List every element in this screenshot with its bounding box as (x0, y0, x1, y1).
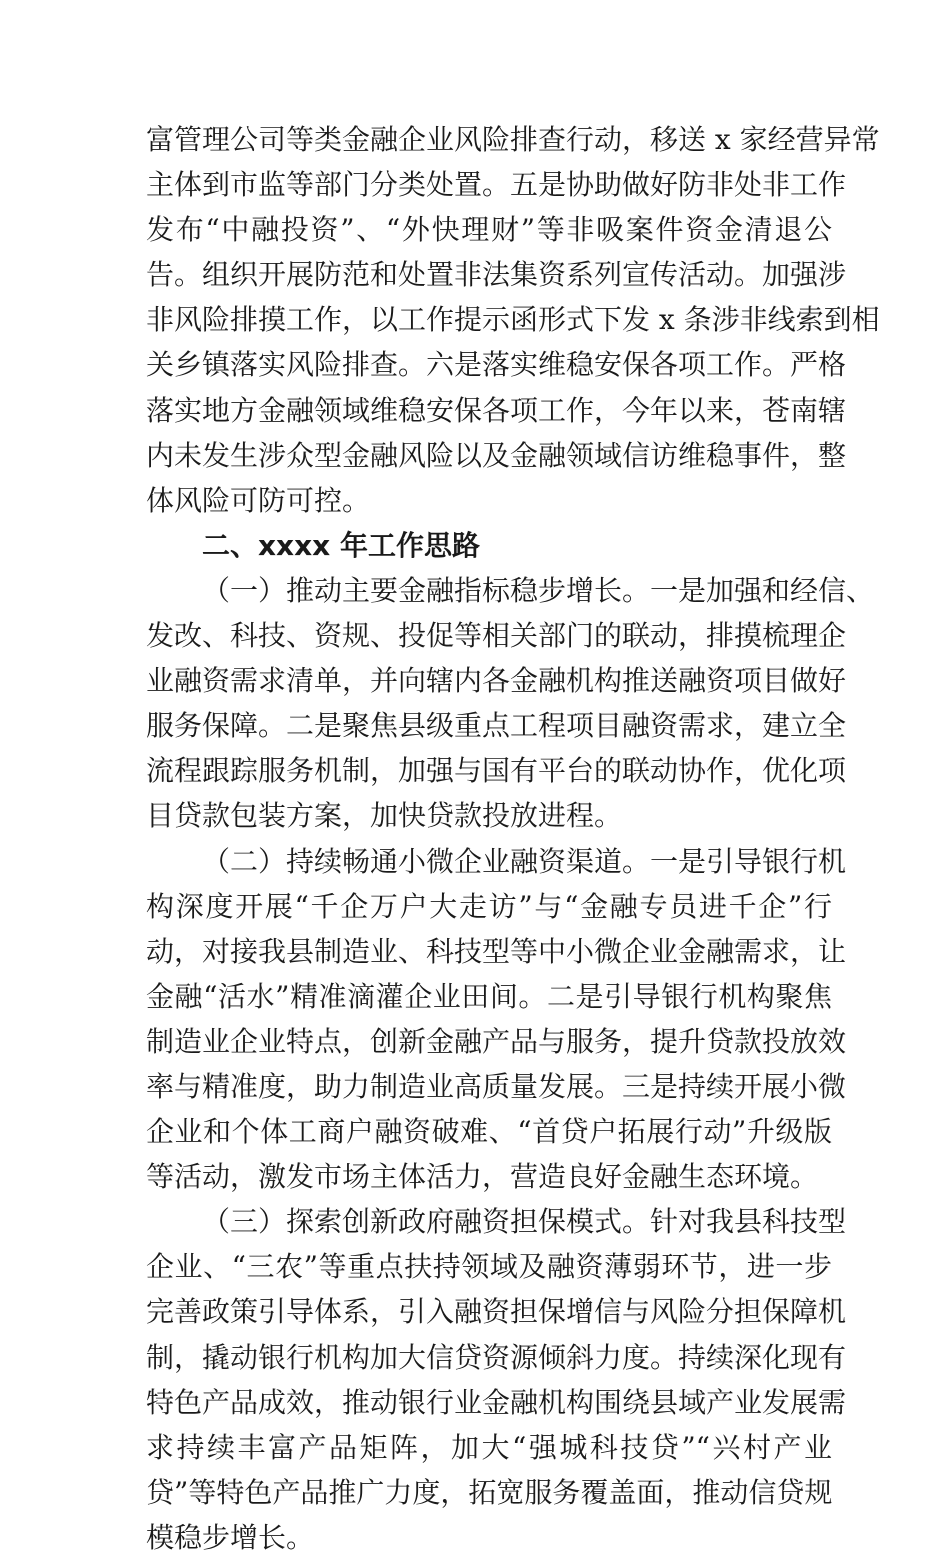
text-line: 金融“活水”精准滴灌企业田间。二是引导银行机构聚焦 (146, 979, 832, 1013)
text-line: 关乡镇落实风险排查。六是落实维稳安保各项工作。严格 (146, 348, 847, 382)
text-line: 企业、“三农”等重点扶持领域及融资薄弱环节，进一步 (146, 1250, 832, 1284)
text-line: （一）推动主要金融指标稳步增长。一是加强和经信、 (202, 573, 875, 607)
text-line: 落实地方金融领域维稳安保各项工作，今年以来，苍南辖 (146, 393, 847, 427)
text-line: 制造业企业特点，创新金融产品与服务，提升贷款投放效 (146, 1024, 847, 1058)
paragraph-2 (146, 839, 847, 1200)
text-line: 告。组织开展防范和处置非法集资系列宣传活动。加强涉 (146, 258, 847, 292)
text-line: 内未发生涉众型金融风险以及金融领域信访维稳事件，整 (146, 438, 847, 472)
text-line: （三）探索创新政府融资担保模式。针对我县科技型 (202, 1205, 847, 1239)
text-line: 业融资需求清单，并向辖内各金融机构推送融资项目做好 (146, 664, 847, 698)
text-line: 模稳步增长。 (146, 1520, 315, 1554)
text-line: 主体到市监等部门分类处置。五是协助做好防非处非工作 (146, 168, 847, 202)
text-line: 构深度开展“千企万户大走访”与“金融专员进千企”行 (146, 889, 832, 923)
text-line: 制，撬动银行机构加大信贷资源倾斜力度。持续深化现有 (146, 1340, 847, 1374)
paragraph-continued (146, 117, 880, 523)
text-line: 体风险可防可控。 (146, 483, 371, 517)
text-line: 完善政策引导体系，引入融资担保增信与风险分担保障机 (146, 1295, 847, 1329)
text-line: 目贷款包装方案，加快贷款投放进程。 (146, 799, 623, 833)
paragraph-1 (146, 568, 875, 839)
text-line: 贷”等特色产品推广力度，拓宽服务覆盖面，推动信贷规 (146, 1475, 833, 1509)
text-line: （二）持续畅通小微企业融资渠道。一是引导银行机 (202, 844, 847, 878)
paragraph-3 (146, 1199, 847, 1560)
text-line: 特色产品成效，推动银行业金融机构围绕县域产业发展需 (146, 1385, 847, 1419)
text-line: 富管理公司等类金融企业风险排查行动，移送 x 家经营异常 (146, 123, 880, 156)
text-line: 发布“中融投资”、“外快理财”等非吸案件资金清退公 (146, 213, 832, 247)
text-line: 流程跟踪服务机制，加强与国有平台的联动协作，优化项 (146, 754, 847, 788)
text-line: 非风险排摸工作，以工作提示函形式下发 x 条涉非线索到相 (146, 303, 880, 337)
text-line: 发改、科技、资规、投促等相关部门的联动，排摸梳理企 (146, 619, 847, 653)
text-line: 求持续丰富产品矩阵，加大“强城科技贷”“兴村产业 (146, 1430, 832, 1464)
text-line: 动，对接我县制造业、科技型等中小微企业金融需求，让 (146, 934, 847, 968)
text-line: 服务保障。二是聚焦县级重点工程项目融资需求，建立全 (146, 709, 847, 743)
section-heading: 二、xxxx 年工作思路 (202, 528, 480, 562)
text-line: 企业和个体工商户融资破难、“首贷户拓展行动”升级版 (146, 1115, 832, 1149)
text-line: 等活动，激发市场主体活力，营造良好金融生态环境。 (146, 1160, 819, 1194)
text-line: 率与精准度，助力制造业高质量发展。三是持续开展小微 (146, 1069, 847, 1103)
